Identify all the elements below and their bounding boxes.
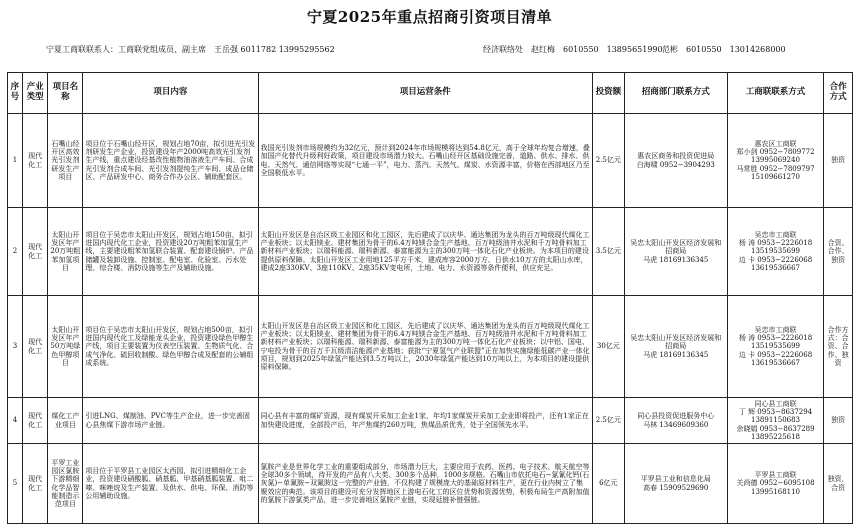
cell-condition: 太阳山开发区是自治区级工业园区和化工园区，先后建成了以庆华、通达集团为龙头的百万吨级现代煤化工产业板块；以太阳镁业、建材集团为骨干的6.4万吨镁合金生产基地、百万吨级油井水泥和千万吨骨料加工新材料产业板块；以瑞科能源、瑞科新源、泰富能源为主的300万吨一体化石化产业板块。为本项目的建设提供原料保障。太阳山开发区工业用地125平方千米，建成库容2000万方、日供水10万方的太阳山水库，建成2座330KV、3座110KV、2座35KV变电所，土地、电力、水资源等条件便利，供应充足。 [258, 208, 592, 296]
table-row [8, 296, 853, 398]
cell-amount: 6亿元 [592, 444, 624, 524]
cell-name: 石嘴山经开区高效光引发剂研发生产项目 [48, 114, 83, 208]
cell-fed: 平罗县工商联 关尚德 0952−6095108 13995168110 [727, 444, 824, 524]
cell-dept: 吴忠太阳山开发区经济发展和招商局 马虎 18169136345 [624, 296, 727, 398]
cell-no: 3 [8, 296, 23, 398]
cell-content: 项目位于石嘴山经开区，规划占地70亩，拟引进光引发剂研发生产企业，投资建设年产2000吨高效光引发剂生产线，重点建设经基改性植物油溶液生产车间、合成光引发剂合成车间、光引发剂提纯生产车间、成品仓储区、产品研发中心、商务合作办公区、辅助配套区。 [83, 114, 258, 208]
contact-secondary: 范彬 6010550 13014268000 [662, 45, 786, 54]
header-amount: 投资额 [592, 73, 624, 114]
cell-coop: 合作方式：合资、合作、独资 [824, 296, 853, 398]
cell-fed: 吴忠市工商联 杨 涛 0953−2226018 13519535699 边 卡 0953−2226068 13619536667 [727, 296, 824, 398]
contact-liaison: 经济联络处 赵红梅 6010550 13895651990 [483, 45, 663, 54]
cell-condition: 氯胺产业是世界化学工业的重要组成部分，市场潜力巨大，主要应用于农药、医药、电子技术、航天航空等全球30多个领域，待开发的产品有八大类、300多个品种，1000多规格。石嘴山市依托电石−氯氰化钙(石灰氮)−单氰胺−双氰胺这一完整的产业链，不仅构建了规模庞大的基础原材料生产，更在行业内树立了集聚效应的典范。该项目的建设可充分发挥地区上游电石化工的区位优势和资源优势，积极布局生产高附加值的氯胺下游氯类产品，进一步完善地区氯胺产业链，实现延链补链强链。 [258, 444, 592, 524]
cell-dept: 吴忠太阳山开发区经济发展和招商局 马虎 18169136345 [624, 208, 727, 296]
cell-coop: 独资 [824, 398, 853, 444]
cell-amount: 2.5亿元 [592, 114, 624, 208]
cell-type: 现代化工 [22, 296, 47, 398]
header-coop: 合作方式 [824, 73, 853, 114]
cell-dept: 平罗县工业和信息化局 高春 15909529690 [624, 444, 727, 524]
cell-no: 5 [8, 444, 23, 524]
cell-content: 项目位于吴忠市太阳山开发区，规划占地500亩，拟引进国内现代化工及绿能龙头企业，投资建设绿色甲醇生产线，项目主要装置为仪表空压装置、生物质气化、合成气净化、硫回收制酸、绿色甲醇合成及配套的公辅组成系统。 [83, 296, 258, 398]
cell-condition: 同心县有丰富的煤矿资源，现有煤炭开采加工企业1家，年均1家煤炭开采加工企业即将投产，还有1家正在加快建设进度，全部投产后，年产焦煤约260万吨，焦煤品质优秀，处于全国领先水平。 [258, 398, 592, 444]
cell-type: 现代化工 [22, 114, 47, 208]
cell-amount: 30亿元 [592, 296, 624, 398]
document-title: 宁夏2025年重点招商引资项目清单 [306, 8, 553, 26]
cell-content: 项目位于吴忠市太阳山开发区，规划占地150亩，拟引进国内现代化工企业，投资建设20万吨粗苯加氢生产线，主要建设粗苯加氢联合装置、配套建设锅炉、产品储罐及装卸设施、控制室、配电室、化验室、污水处理、综合楼、消防设施等生产及辅助设施。 [83, 208, 258, 296]
header-content: 项目内容 [83, 73, 258, 114]
contact-primary: 宁夏工商联联系人：工商联党组成员、副主席 王岳强 6011782 13995295562 [46, 45, 335, 54]
table-header-row [8, 73, 853, 114]
header-name: 项目名称 [48, 73, 83, 114]
cell-fed: 惠农区工商联 郑小剑 0952−7809772 13995069240 马常胜 0952−7809797 15109661270 [727, 114, 824, 208]
cell-fed: 吴忠市工商联 杨 涛 0953−2226018 13519535699 边 卡 0953−2226068 13619536667 [727, 208, 824, 296]
cell-condition: 我国光引发剂市场规模约为32亿元，预计到2024年市场规模将达到54.8亿元，高于全球年均复合增速，叠加国产化替代升级利好政策，项目建设市场潜力较大。石嘴山经开区基础设施完善，道路、供水、排水、供电、天然气、通信网络等实现“七通一平”，电力、蒸汽、天然气、煤炭、水资源丰富，价格在西部地区乃至全国极低水平。 [258, 114, 592, 208]
table-row [8, 398, 853, 444]
cell-no: 2 [8, 208, 23, 296]
table-row [8, 114, 853, 208]
cell-dept: 同心县投资促进服务中心 马林 13469609360 [624, 398, 727, 444]
cell-amount: 2.5亿元 [592, 398, 624, 444]
cell-coop: 独资，合资 [824, 444, 853, 524]
project-table [7, 72, 853, 524]
cell-name: 煤化工产业项目 [48, 398, 83, 444]
header-type: 产业类型 [22, 73, 47, 114]
header-fed: 工商联联系方式 [727, 73, 824, 114]
cell-type: 现代化工 [22, 398, 47, 444]
cell-condition: 太阳山开发区是自治区级工业园区和化工园区，先后建成了以庆华、通达集团为龙头的百万吨级现代煤化工产业板块；以太阳镁业、建材集团为骨干的6.4万吨镁合金生产基地、百万吨级油井水泥和千万吨骨料加工新材料产业板块；以瑞科能源、瑞科新源、泰富能源为主的300万吨一体化石化产业板块；以中铝、国电、宁电投为骨干的百万千瓦级清洁能源产业基地；获批“宁夏氢气产业联盟”正在加快实施绿能低碳产业一体化项目，规划到2025年绿氢产能达到3.5万吨以上，2030年绿氢产能达到10万吨以上，为本项目的建设提供原料保障。 [258, 296, 592, 398]
cell-coop: 独资 [824, 114, 853, 208]
header-dept: 招商部门联系方式 [624, 73, 727, 114]
cell-name: 太阳山开发区年产20万吨粗苯加氢项目 [48, 208, 83, 296]
cell-type: 现代化工 [22, 208, 47, 296]
table-row [8, 208, 853, 296]
cell-type: 现代化工 [22, 444, 47, 524]
cell-fed: 同心县工商联 丁 辉 0953−8637294 13891150683 余晓娟 0953−8637289 13895225618 [727, 398, 824, 444]
cell-no: 1 [8, 114, 23, 208]
cell-dept: 惠农区商务和投资促进局 白海啸 0952−3904293 [624, 114, 727, 208]
cell-coop: 合资、合作、独资 [824, 208, 853, 296]
header-no: 序号 [8, 73, 23, 114]
cell-no: 4 [8, 398, 23, 444]
cell-amount: 3.5亿元 [592, 208, 624, 296]
table-row [8, 444, 853, 524]
header-condition: 项目运营条件 [258, 73, 592, 114]
cell-content: 引进LNG、煤制油、PVC等生产企业，进一步完善固心县焦煤下游市场产业链。 [83, 398, 258, 444]
cell-name: 平罗工业园区氯胺下游精细化学品智能制造示范项目 [48, 444, 83, 524]
cell-name: 太阳山开发区年产50万吨绿色甲醇项目 [48, 296, 83, 398]
cell-content: 项目位于平罗县工业园区太西园，拟引进精细化工企业，投资建设硝酸胍、硝基胍、甲基硝基胍装置、吡二嗪、咪唑烷及生产装置、及供水、供电、环保、消防等公用辅助设施。 [83, 444, 258, 524]
